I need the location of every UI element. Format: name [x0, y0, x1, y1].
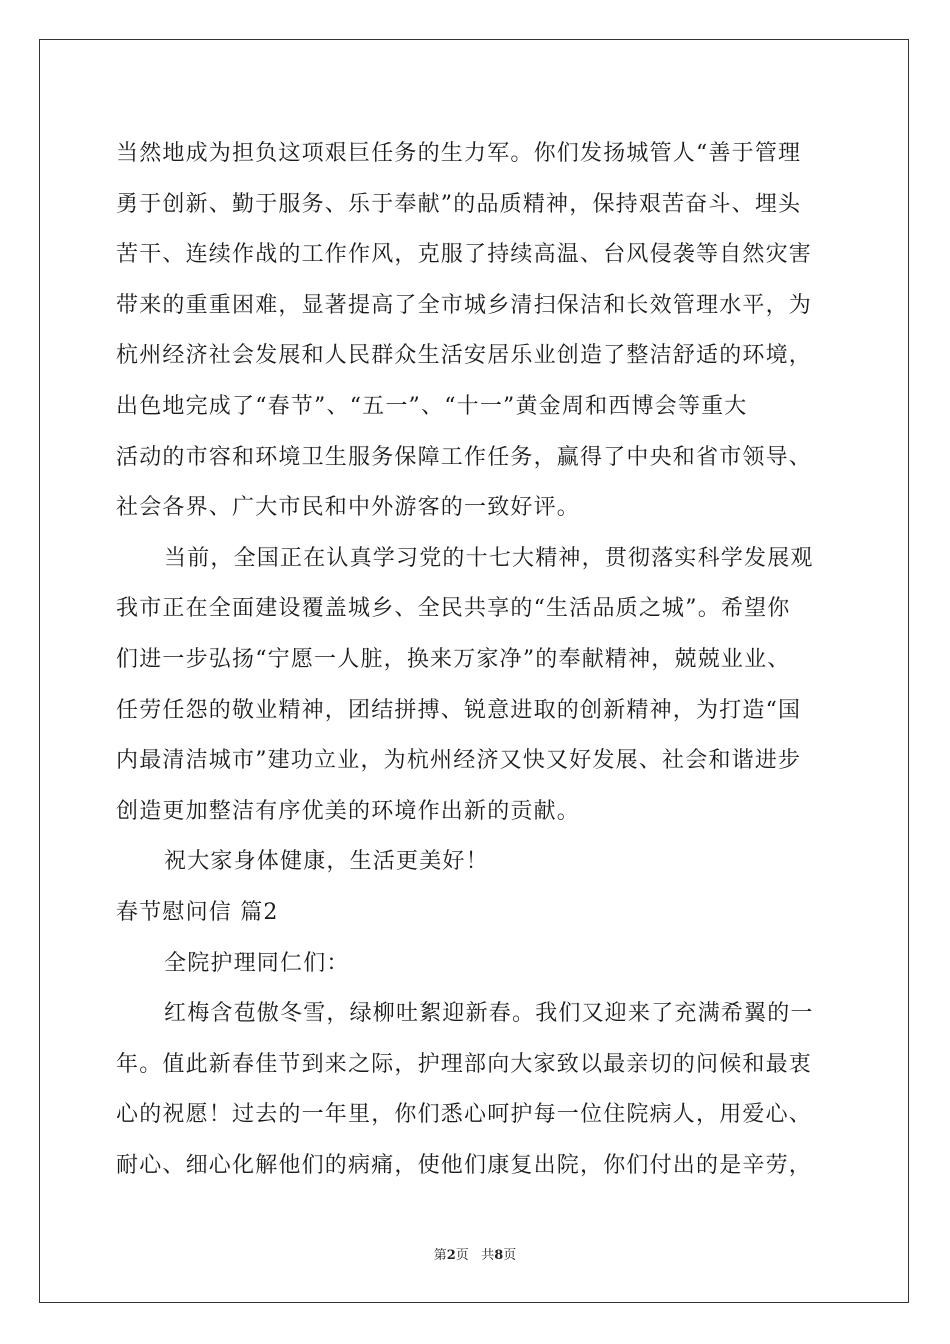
text-line: 们进一步弘扬“宁愿一人脏，换来万家净”的奉献精神，兢兢业业、 [116, 646, 791, 672]
text-line: 当然地成为担负这项艰巨任务的生力军。你们发扬城管人“善于管理 [116, 141, 802, 166]
salutation: 全院护理同仁们： [164, 950, 350, 976]
current-page-number: 2 [446, 1248, 456, 1263]
text-line: 我市正在全面建设覆盖城乡、全民共享的“生活品质之城”。希望你 [116, 596, 791, 622]
page-prefix: 第 [433, 1248, 447, 1263]
text-line: 耐心、细心化解他们的病痛，使他们康复出院，你们付出的是辛劳， [116, 1152, 813, 1178]
total-pages-number: 8 [494, 1248, 504, 1263]
text-line: 活动的市容和环境卫生服务保障工作任务，赢得了中央和省市领导、 [116, 444, 813, 470]
text-line: 出色地完成了“春节”、“五一”、“十一”黄金周和西博会等重大 [116, 393, 748, 419]
text-line: 创造更加整洁有序优美的环境作出新的贡献。 [116, 798, 581, 824]
text-line: 心的祝愿！过去的一年里，你们悉心呵护每一位住院病人，用爱心、 [116, 1102, 813, 1128]
page-suffix: 页 [503, 1248, 517, 1263]
paragraph-start-line: 红梅含苞傲冬雪，绿柳吐絮迎新春。我们又迎来了充满希翼的一 [164, 1001, 814, 1027]
closing-wish: 祝大家身体健康，生活更美好！ [164, 849, 489, 875]
paragraph-start-line: 当前，全国正在认真学习党的十七大精神，贯彻落实科学发展观 [164, 545, 814, 571]
text-line: 杭州经济社会发展和人民群众生活安居乐业创造了整洁舒适的环境， [116, 343, 813, 369]
page-footer [0, 1247, 950, 1265]
text-line: 带来的重重困难，显著提高了全市城乡清扫保洁和长效管理水平，为 [116, 292, 813, 318]
page-separator: 页 共 [455, 1248, 495, 1263]
text-line: 社会各界、广大市民和中外游客的一致好评。 [116, 495, 581, 521]
text-line: 内最清洁城市”建功立业，为杭州经济又快又好发展、社会和谐进步 [116, 748, 802, 774]
document-body [116, 129, 836, 1191]
text-line: 年。值此新春佳节到来之际，护理部向大家致以最亲切的问候和最衷 [116, 1051, 813, 1077]
text-line: 勇于创新、勤于服务、乐于奉献”的品质精神，保持艰苦奋斗、埋头 [116, 191, 802, 217]
text-line: 苦干、连续作战的工作作风，克服了持续高温、台风侵袭等自然灾害 [116, 242, 813, 268]
text-line: 任劳任怨的敬业精神，团结拼搏、锐意进取的创新精神，为打造“国 [116, 697, 802, 723]
section-heading: 春节慰问信 篇2 [116, 899, 279, 925]
